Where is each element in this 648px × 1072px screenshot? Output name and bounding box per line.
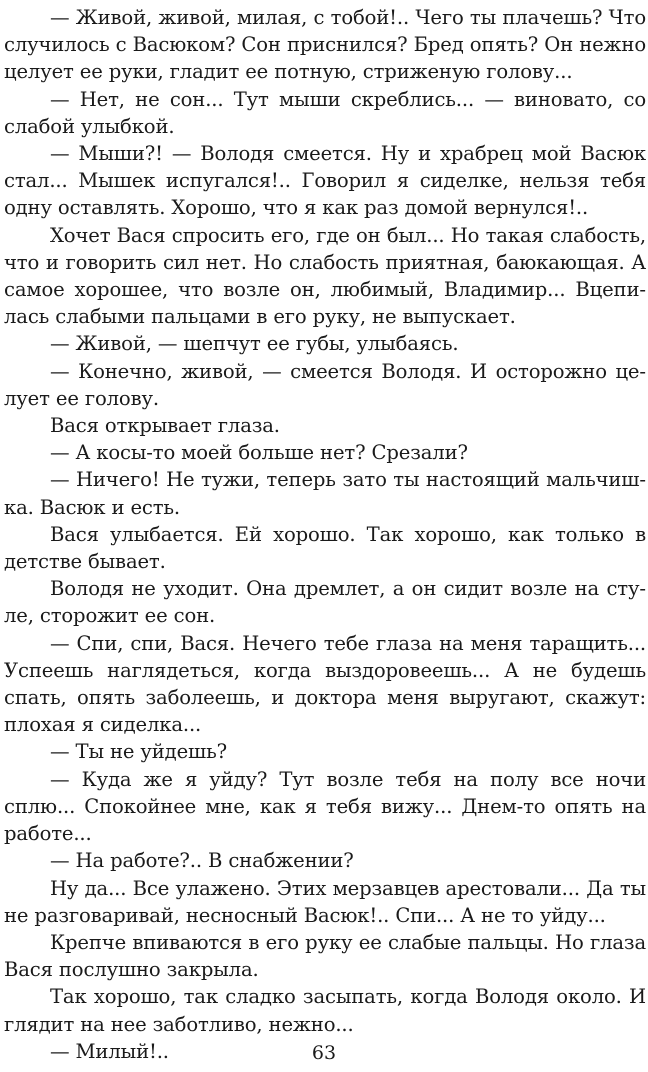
paragraph: — Ты не уйдешь? <box>50 740 227 764</box>
page-number: 63 <box>311 1042 337 1064</box>
paragraph: Вася улыбается. Ей хорошо. Так хорошо, как только в детстве бывает. <box>4 522 646 574</box>
paragraph: — Нет, не сон... Тут мыши скреблись... — виновато, со слабой улыбкой. <box>4 87 646 138</box>
paragraph: Ну да... Все улажено. Этих мерзавцев арестовали... Да ты не разговаривай, несносный Васюк!.. Спи... А не то уйду... <box>4 876 646 927</box>
paragraph: — Милый!.. <box>50 1039 169 1063</box>
paragraph: Так хорошо, так сладко засыпать, когда Володя около. И глядит на нее заботливо, нежно... <box>4 985 646 1036</box>
paragraph: — Спи, спи, Вася. Нечего тебе глаза на меня таращить... Успеешь наглядеться, когда выздоровеешь... А не будешь спать, опять заболеешь, и доктора меня выругают, скажут: плохая я сиделка... <box>4 631 646 737</box>
paragraph: Володя не уходит. Она дремлет, а он сидит возле на стуле, сторожит ее сон. <box>4 577 646 628</box>
paragraph: Хочет Вася спросить его, где он был... Но такая слабость, что и говорить сил нет. Но слабость приятная, баюкающая. А самое хорошее, что возле он, любимый, Владимир... Вцепилась слабыми пальцами в его руку, не выпускает. <box>4 223 646 329</box>
paragraph: — Ничего! Не тужи, теперь зато ты настоящий мальчишка. Васюк и есть. <box>4 468 646 519</box>
paragraph: — Куда же я уйду? Тут возле тебя на полу все ночи сплю... Спокойнее мне, как я тебя вижу... Днем-то опять на работе... <box>4 767 646 846</box>
paragraph: — Живой, — шепчут ее губы, улыбаясь. <box>50 332 459 356</box>
page-text <box>4 4 646 1065</box>
paragraph: — Конечно, живой, — смеется Володя. И осторожно целует ее голову. <box>4 359 646 410</box>
paragraph: — На работе?.. В снабжении? <box>50 849 354 873</box>
paragraph: — Мыши?! — Володя смеется. Ну и храбрец мой Васюк стал... Мышек испугался!.. Говорил я сиделке, нельзя тебя одну оставлять. Хорошо, что я как раз домой вернулся!.. <box>4 142 646 220</box>
paragraph: Крепче впиваются в его руку ее слабые пальцы. Но глаза Вася послушно закрыла. <box>4 930 646 982</box>
paragraph: — Живой, живой, милая, с тобой!.. Чего ты плачешь? Что случилось с Васюком? Сон приснился? Бред опять? Он нежно целует ее руки, гладит ее потную, стриженую голову... <box>4 6 646 84</box>
paragraph: Вася открывает глаза. <box>50 414 280 438</box>
paragraph: — А косы-то моей больше нет? Срезали? <box>50 441 468 465</box>
